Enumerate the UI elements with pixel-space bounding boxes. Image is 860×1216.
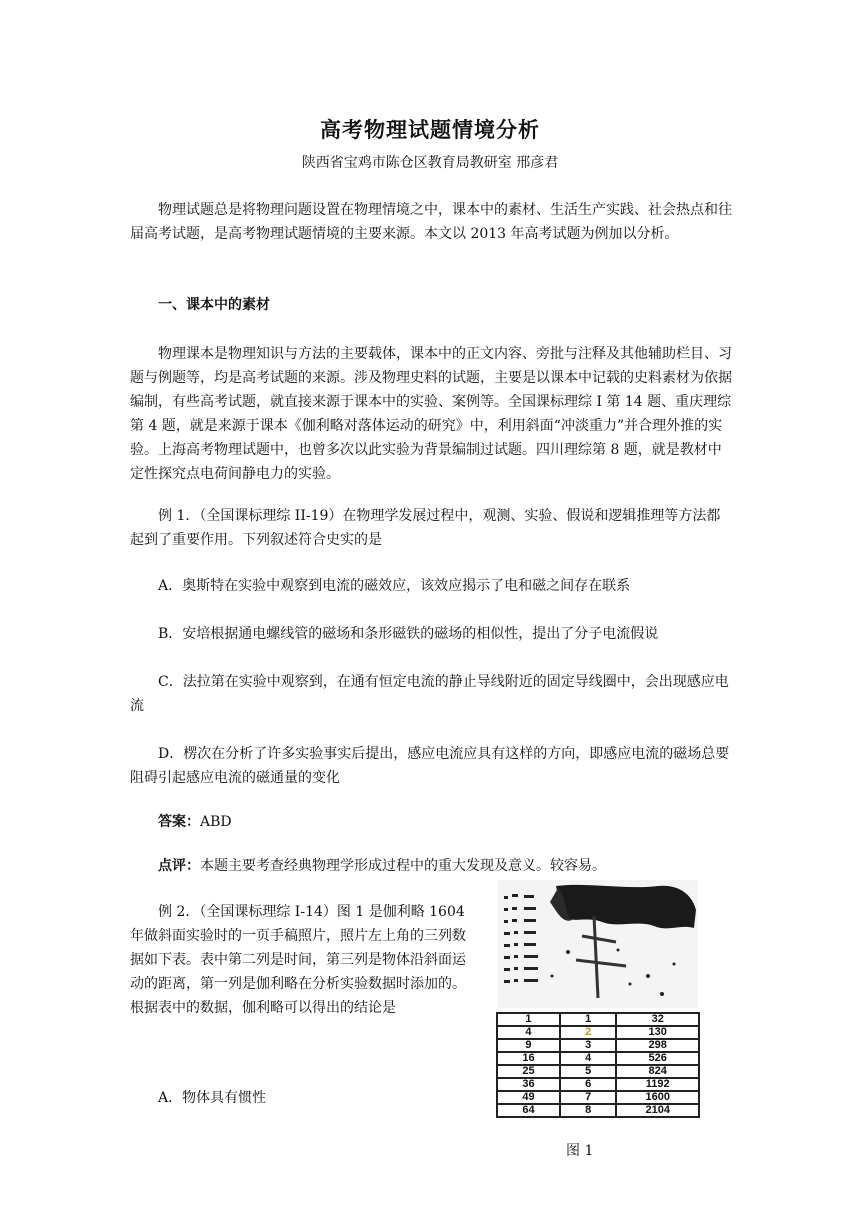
comment-label: 点评： (158, 858, 200, 874)
table-cell: 1600 (616, 1091, 699, 1104)
table-cell: 824 (616, 1065, 699, 1078)
table-cell: 1 (560, 1013, 616, 1026)
table-row (497, 1104, 699, 1117)
table-cell: 4 (497, 1026, 560, 1039)
intro-paragraph: 物理试题总是将物理问题设置在物理情境之中，课本中的素材、生活生产实践、社会热点和往届高考试题，是高考物理试题情境的主要来源。本文以 2013 年高考试题为例加以分析。 (130, 202, 732, 242)
manuscript-photo (498, 880, 698, 1008)
example-1-option-c: C．法拉第在实验中观察到，在通有恒定电流的静止导线附近的固定导线圈中，会出现感应电流 (130, 674, 729, 714)
table-cell: 7 (560, 1091, 616, 1104)
table-cell: 1192 (616, 1078, 699, 1091)
table-cell: 2104 (616, 1104, 699, 1117)
table-cell: 16 (497, 1052, 560, 1065)
figure-caption: 图 1 (566, 1143, 594, 1159)
table-row (497, 1039, 699, 1052)
data-table (496, 1012, 700, 1118)
comment-value: 本题主要考查经典物理学形成过程中的重大发现及意义。较容易。 (200, 858, 606, 874)
table-row (497, 1091, 699, 1104)
table-cell: 36 (497, 1078, 560, 1091)
example-1-option-b: B．安培根据通电螺线管的磁场和条形磁铁的磁场的相似性，提出了分子电流假说 (158, 626, 659, 642)
example-2-stem: 例 2．（全国课标理综 I-14）图 1 是伽利略 1604 年做斜面实验时的一页手稿照片，照片左上角的三列数据如下表。表中第二列是时间，第三列是物体沿斜面运动的距离，第一列是伽利略在分析实验数据时添加的。根据表中的数据，伽利略可以得出的结论是 (130, 904, 466, 1016)
table-cell: 5 (560, 1065, 616, 1078)
table-cell: 4 (560, 1052, 616, 1065)
comment-line (130, 854, 734, 878)
table-cell: 2 (560, 1026, 616, 1039)
table-row (497, 1013, 699, 1026)
section-body-paragraph: 物理课本是物理知识与方法的主要载体，课本中的正文内容、旁批与注释及其他辅助栏目、习题与例题等，均是高考试题的来源。涉及物理史料的试题，主要是以课本中记载的史料素材为依据编制，有些高考试题，就直接来源于课本中的实验、案例等。全国课标理综 I 第 14 题、重庆理综第 4 题，就是来源于课本《伽利略对落体运动的研究》中，利用斜面“冲淡重力”并合理外推的实验。上海高考物理试题中，也曾多次以此实验为背景编制过试题。四川理综第 8 题，就是教材中定性探究点电荷间静电力的实验。 (130, 346, 732, 482)
table-cell: 8 (560, 1104, 616, 1117)
table-cell: 64 (497, 1104, 560, 1117)
table-row (497, 1052, 699, 1065)
answer-line (130, 810, 734, 834)
answer-label: 答案： (158, 814, 200, 830)
table-cell: 3 (560, 1039, 616, 1052)
answer-value: ABD (200, 814, 232, 830)
table-row (497, 1078, 699, 1091)
table-cell: 32 (616, 1013, 699, 1026)
table-cell: 298 (616, 1039, 699, 1052)
page-title: 高考物理试题情境分析 (320, 117, 540, 142)
example-2-option-a: A．物体具有惯性 (158, 1090, 267, 1106)
table-cell: 9 (497, 1039, 560, 1052)
table-cell: 526 (616, 1052, 699, 1065)
table-cell: 1 (497, 1013, 560, 1026)
table-cell: 6 (560, 1078, 616, 1091)
table-cell: 130 (616, 1026, 699, 1039)
author-line: 陕西省宝鸡市陈仓区教育局教研室 邢彦君 (301, 155, 559, 171)
example-1-stem: 例 1．（全国课标理综 II-19）在物理学发展过程中，观测、实验、假说和逻辑推理等方法都起到了重要作用。下列叙述符合史实的是 (130, 508, 721, 548)
table-cell: 25 (497, 1065, 560, 1078)
table-row (497, 1065, 699, 1078)
table-row (497, 1026, 699, 1039)
section-heading: 一、课本中的素材 (158, 297, 270, 313)
example-1-option-a: A．奥斯特在实验中观察到电流的磁效应，该效应揭示了电和磁之间存在联系 (158, 578, 631, 594)
table-cell: 49 (497, 1091, 560, 1104)
example-1-option-d: D．楞次在分析了许多实验事实后提出，感应电流应具有这样的方向，即感应电流的磁场总要阻碍引起感应电流的磁通量的变化 (130, 746, 730, 786)
